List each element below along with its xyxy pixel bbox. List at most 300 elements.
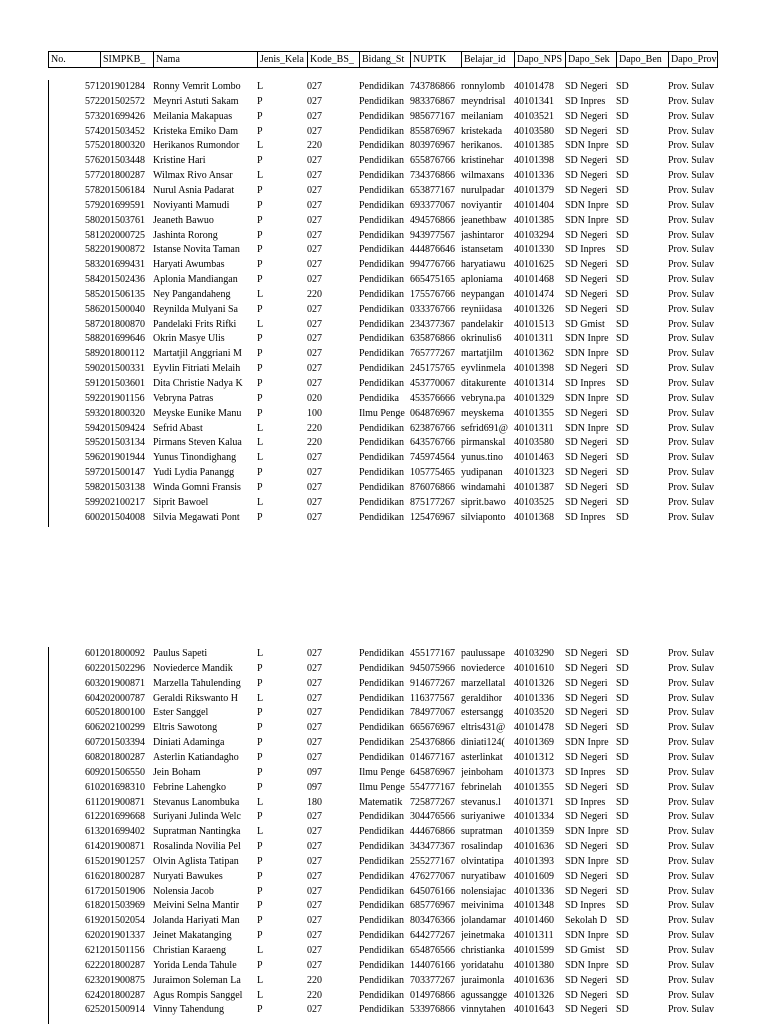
cell-jenis-kelamin: P — [257, 378, 263, 389]
cell-bidang-studi: Pendidikan — [359, 140, 404, 151]
cell-no: 574 — [85, 126, 100, 137]
cell-no: 579 — [85, 200, 100, 211]
cell-jenis-kelamin: P — [257, 244, 263, 255]
cell-nama: Asterlin Katiandagho — [153, 752, 239, 763]
table-row — [0, 782, 768, 794]
header-belajar-id: Belajar_id — [461, 52, 514, 67]
cell-dapo-bentuk: SD — [616, 319, 629, 330]
table-row — [0, 648, 768, 660]
cell-bidang-studi: Pendidikan — [359, 363, 404, 374]
cell-dapo-provinsi: Prov. Sulav — [668, 497, 715, 508]
cell-dapo-bentuk: SD — [616, 797, 629, 808]
cell-simpkb: 201506550 — [100, 767, 145, 778]
cell-bidang-studi: Pendidikan — [359, 319, 404, 330]
cell-belajar-id: haryatiawu — [461, 259, 506, 270]
cell-dapo-provinsi: Prov. Sulav — [668, 348, 715, 359]
cell-dapo-bentuk: SD — [616, 1004, 629, 1015]
cell-dapo-bentuk: SD — [616, 900, 629, 911]
cell-nuptk: 494576866 — [410, 215, 455, 226]
cell-dapo-npsn: 40103580 — [514, 126, 554, 137]
cell-simpkb: 201699402 — [100, 826, 145, 837]
cell-dapo-sekolah: SDN Inpre — [565, 856, 609, 867]
cell-simpkb: 202000725 — [100, 230, 145, 241]
cell-belajar-id: martatjilm — [461, 348, 503, 359]
cell-no: 583 — [85, 259, 100, 270]
cell-no: 619 — [85, 915, 100, 926]
cell-dapo-provinsi: Prov. Sulav — [668, 871, 715, 882]
cell-nuptk: 444876646 — [410, 244, 455, 255]
cell-simpkb: 201699591 — [100, 200, 145, 211]
cell-dapo-bentuk: SD — [616, 126, 629, 137]
cell-dapo-sekolah: SD Negeri — [565, 230, 608, 241]
table-row — [0, 512, 768, 524]
cell-bidang-studi: Pendidikan — [359, 378, 404, 389]
cell-dapo-npsn: 40101369 — [514, 737, 554, 748]
table-row — [0, 333, 768, 345]
cell-nama: Eltris Sawotong — [153, 722, 218, 733]
cell-nuptk: 255277167 — [410, 856, 455, 867]
cell-bidang-studi: Pendidikan — [359, 722, 404, 733]
cell-belajar-id: kristinehar — [461, 155, 504, 166]
header-bidang-studi: Bidang_St — [359, 52, 410, 67]
cell-jenis-kelamin: P — [257, 678, 263, 689]
cell-dapo-npsn: 40101387 — [514, 482, 554, 493]
cell-dapo-npsn: 40101341 — [514, 96, 554, 107]
cell-nuptk: 343477367 — [410, 841, 455, 852]
cell-jenis-kelamin: L — [257, 437, 264, 448]
cell-dapo-bentuk: SD — [616, 274, 629, 285]
cell-dapo-sekolah: SDN Inpre — [565, 960, 609, 971]
cell-dapo-npsn: 40101385 — [514, 140, 554, 151]
cell-bidang-studi: Pendidikan — [359, 737, 404, 748]
table-row — [0, 170, 768, 182]
cell-jenis-kelamin: L — [257, 452, 264, 463]
cell-jenis-kelamin: P — [257, 259, 263, 270]
cell-dapo-npsn: 40101625 — [514, 259, 554, 270]
cell-jenis-kelamin: P — [257, 900, 263, 911]
cell-dapo-bentuk: SD — [616, 96, 629, 107]
cell-dapo-sekolah: Sekolah D — [565, 915, 607, 926]
cell-dapo-bentuk: SD — [616, 767, 629, 778]
header-nuptk: NUPTK — [410, 52, 461, 67]
cell-no: 617 — [85, 886, 100, 897]
header-simpkb: SIMPKB_ — [100, 52, 153, 67]
cell-belajar-id: supratman — [461, 826, 503, 837]
cell-kode-bs: 027 — [307, 678, 322, 689]
cell-kode-bs: 027 — [307, 215, 322, 226]
cell-dapo-bentuk: SD — [616, 648, 629, 659]
cell-dapo-provinsi: Prov. Sulav — [668, 274, 715, 285]
cell-dapo-npsn: 40101348 — [514, 900, 554, 911]
cell-nuptk: 533976866 — [410, 1004, 455, 1015]
cell-simpkb: 201800100 — [100, 707, 145, 718]
cell-belajar-id: olvintatipa — [461, 856, 504, 867]
cell-nuptk: 765777267 — [410, 348, 455, 359]
cell-no: 582 — [85, 244, 100, 255]
table-row — [0, 467, 768, 479]
cell-dapo-sekolah: SD Negeri — [565, 497, 608, 508]
cell-dapo-npsn: 40101393 — [514, 856, 554, 867]
cell-dapo-sekolah: SD Negeri — [565, 363, 608, 374]
cell-dapo-bentuk: SD — [616, 452, 629, 463]
cell-no: 601 — [85, 648, 100, 659]
cell-dapo-provinsi: Prov. Sulav — [668, 856, 715, 867]
table-row — [0, 663, 768, 675]
table-row — [0, 111, 768, 123]
cell-dapo-provinsi: Prov. Sulav — [668, 423, 715, 434]
cell-nama: Ronny Vemrit Lombo — [153, 81, 241, 92]
cell-belajar-id: jashintaror — [461, 230, 504, 241]
cell-bidang-studi: Pendidikan — [359, 126, 404, 137]
cell-kode-bs: 220 — [307, 990, 322, 1001]
cell-kode-bs: 027 — [307, 722, 322, 733]
cell-nama: Nurul Asnia Padarat — [153, 185, 235, 196]
cell-jenis-kelamin: P — [257, 707, 263, 718]
cell-dapo-sekolah: SD Inpres — [565, 96, 606, 107]
cell-dapo-npsn: 40101379 — [514, 185, 554, 196]
cell-simpkb: 201506135 — [100, 289, 145, 300]
cell-jenis-kelamin: P — [257, 811, 263, 822]
cell-nama: Yorida Lenda Tahule — [153, 960, 237, 971]
cell-belajar-id: reyniidasa — [461, 304, 503, 315]
table-row — [0, 915, 768, 927]
cell-bidang-studi: Pendidikan — [359, 497, 404, 508]
cell-dapo-provinsi: Prov. Sulav — [668, 678, 715, 689]
cell-nama: Herikanos Rumondor — [153, 140, 240, 151]
cell-kode-bs: 097 — [307, 782, 322, 793]
cell-bidang-studi: Pendidikan — [359, 170, 404, 181]
cell-no: 585 — [85, 289, 100, 300]
cell-jenis-kelamin: P — [257, 333, 263, 344]
cell-nuptk: 453576666 — [410, 393, 455, 404]
cell-nama: Jeaneth Bawuo — [153, 215, 214, 226]
table-row — [0, 155, 768, 167]
cell-dapo-sekolah: SD Negeri — [565, 289, 608, 300]
cell-dapo-sekolah: SD Negeri — [565, 452, 608, 463]
cell-nama: Pandelaki Frits Rifki — [153, 319, 237, 330]
cell-dapo-npsn: 40101336 — [514, 886, 554, 897]
cell-bidang-studi: Pendidikan — [359, 304, 404, 315]
cell-bidang-studi: Ilmu Penge — [359, 408, 405, 419]
table-row — [0, 215, 768, 227]
cell-kode-bs: 027 — [307, 871, 322, 882]
table-row — [0, 289, 768, 301]
cell-simpkb: 201800287 — [100, 871, 145, 882]
cell-kode-bs: 027 — [307, 482, 322, 493]
cell-bidang-studi: Pendidikan — [359, 185, 404, 196]
table-row — [0, 930, 768, 942]
cell-nama: Noviyanti Mamudi — [153, 200, 230, 211]
cell-simpkb: 201699426 — [100, 111, 145, 122]
cell-kode-bs: 027 — [307, 200, 322, 211]
cell-jenis-kelamin: P — [257, 663, 263, 674]
table-row — [0, 1004, 768, 1016]
cell-dapo-npsn: 40101314 — [514, 378, 554, 389]
cell-nuptk: 665676967 — [410, 722, 455, 733]
cell-kode-bs: 027 — [307, 259, 322, 270]
cell-jenis-kelamin: P — [257, 722, 263, 733]
cell-dapo-sekolah: SDN Inpre — [565, 930, 609, 941]
cell-dapo-bentuk: SD — [616, 259, 629, 270]
cell-dapo-provinsi: Prov. Sulav — [668, 319, 715, 330]
cell-no: 621 — [85, 945, 100, 956]
cell-dapo-provinsi: Prov. Sulav — [668, 259, 715, 270]
cell-dapo-sekolah: SDN Inpre — [565, 826, 609, 837]
cell-kode-bs: 027 — [307, 693, 322, 704]
cell-dapo-provinsi: Prov. Sulav — [668, 900, 715, 911]
table-row — [0, 274, 768, 286]
cell-dapo-provinsi: Prov. Sulav — [668, 393, 715, 404]
cell-dapo-npsn: 40101398 — [514, 363, 554, 374]
cell-dapo-provinsi: Prov. Sulav — [668, 693, 715, 704]
cell-nuptk: 725877267 — [410, 797, 455, 808]
cell-dapo-provinsi: Prov. Sulav — [668, 482, 715, 493]
cell-jenis-kelamin: P — [257, 482, 263, 493]
cell-dapo-sekolah: SD Negeri — [565, 975, 608, 986]
header-dapo-provinsi: Dapo_Prov — [668, 52, 718, 67]
cell-dapo-bentuk: SD — [616, 990, 629, 1001]
table-row — [0, 960, 768, 972]
cell-dapo-provinsi: Prov. Sulav — [668, 170, 715, 181]
cell-nama: Yunus Tinondighang — [153, 452, 237, 463]
cell-jenis-kelamin: P — [257, 215, 263, 226]
cell-simpkb: 202100299 — [100, 722, 145, 733]
cell-nama: Meynri Astuti Sakam — [153, 96, 239, 107]
cell-kode-bs: 027 — [307, 497, 322, 508]
cell-dapo-bentuk: SD — [616, 289, 629, 300]
cell-bidang-studi: Pendidikan — [359, 452, 404, 463]
cell-no: 571 — [85, 81, 100, 92]
cell-jenis-kelamin: L — [257, 945, 264, 956]
table-row — [0, 811, 768, 823]
cell-simpkb: 201800287 — [100, 990, 145, 1001]
cell-nuptk: 455177167 — [410, 648, 455, 659]
cell-belajar-id: vinnytahen — [461, 1004, 506, 1015]
cell-dapo-bentuk: SD — [616, 467, 629, 478]
cell-nuptk: 014677167 — [410, 752, 455, 763]
cell-simpkb: 201506184 — [100, 185, 145, 196]
cell-nama: Istanse Novita Taman — [153, 244, 240, 255]
cell-jenis-kelamin: P — [257, 737, 263, 748]
cell-dapo-sekolah: SD Inpres — [565, 767, 606, 778]
cell-dapo-sekolah: SD Negeri — [565, 170, 608, 181]
cell-dapo-npsn: 40101311 — [514, 930, 554, 941]
cell-dapo-npsn: 40101334 — [514, 811, 554, 822]
cell-dapo-provinsi: Prov. Sulav — [668, 244, 715, 255]
cell-nuptk: 643576766 — [410, 437, 455, 448]
cell-kode-bs: 027 — [307, 826, 322, 837]
cell-bidang-studi: Pendidikan — [359, 752, 404, 763]
cell-nama: Vinny Tahendung — [153, 1004, 225, 1015]
table-row — [0, 408, 768, 420]
cell-simpkb: 201502054 — [100, 915, 145, 926]
cell-dapo-sekolah: SDN Inpre — [565, 333, 609, 344]
cell-dapo-provinsi: Prov. Sulav — [668, 797, 715, 808]
cell-bidang-studi: Pendidikan — [359, 230, 404, 241]
cell-nuptk: 734376866 — [410, 170, 455, 181]
table-row — [0, 437, 768, 449]
cell-kode-bs: 027 — [307, 244, 322, 255]
cell-belajar-id: agussangge — [461, 990, 508, 1001]
cell-dapo-provinsi: Prov. Sulav — [668, 155, 715, 166]
cell-dapo-bentuk: SD — [616, 975, 629, 986]
cell-kode-bs: 027 — [307, 378, 322, 389]
cell-kode-bs: 027 — [307, 707, 322, 718]
table-row — [0, 826, 768, 838]
cell-dapo-sekolah: SDN Inpre — [565, 737, 609, 748]
cell-nuptk: 105775465 — [410, 467, 455, 478]
cell-nama: Suriyani Julinda Welc — [153, 811, 241, 822]
cell-no: 613 — [85, 826, 100, 837]
cell-dapo-provinsi: Prov. Sulav — [668, 886, 715, 897]
cell-no: 623 — [85, 975, 100, 986]
cell-belajar-id: noviederce — [461, 663, 505, 674]
cell-belajar-id: pirmanskal — [461, 437, 506, 448]
table-row — [0, 693, 768, 705]
table-row — [0, 452, 768, 464]
cell-dapo-sekolah: SD Negeri — [565, 1004, 608, 1015]
cell-jenis-kelamin: P — [257, 960, 263, 971]
cell-nama: Rosalinda Novilia Pel — [153, 841, 241, 852]
cell-bidang-studi: Pendidikan — [359, 81, 404, 92]
cell-jenis-kelamin: P — [257, 408, 263, 419]
cell-nama: Yudi Lydia Panangg — [153, 467, 235, 478]
cell-kode-bs: 027 — [307, 170, 322, 181]
cell-simpkb: 201800320 — [100, 140, 145, 151]
cell-kode-bs: 027 — [307, 886, 322, 897]
cell-belajar-id: meyskema — [461, 408, 504, 419]
cell-dapo-sekolah: SD Negeri — [565, 81, 608, 92]
cell-jenis-kelamin: P — [257, 841, 263, 852]
cell-nama: Aplonia Mandiangan — [153, 274, 238, 285]
cell-dapo-provinsi: Prov. Sulav — [668, 467, 715, 478]
header-dapo-sekolah: Dapo_Sek — [565, 52, 616, 67]
cell-simpkb: 202100217 — [100, 497, 145, 508]
cell-simpkb: 201500040 — [100, 304, 145, 315]
cell-dapo-provinsi: Prov. Sulav — [668, 126, 715, 137]
cell-belajar-id: sefrid691@ — [461, 423, 508, 434]
cell-kode-bs: 027 — [307, 185, 322, 196]
cell-dapo-npsn: 40101610 — [514, 663, 554, 674]
cell-nama: Supratman Nantingka — [153, 826, 241, 837]
cell-dapo-provinsi: Prov. Sulav — [668, 512, 715, 523]
cell-nama: Marzella Tahulending — [153, 678, 241, 689]
cell-nama: Kristine Hari — [153, 155, 206, 166]
cell-dapo-bentuk: SD — [616, 945, 629, 956]
cell-kode-bs: 027 — [307, 126, 322, 137]
cell-nama: Geraldi Rikswanto H — [153, 693, 238, 704]
cell-bidang-studi: Pendidikan — [359, 886, 404, 897]
cell-simpkb: 201900872 — [100, 244, 145, 255]
cell-no: 611 — [85, 797, 100, 808]
cell-kode-bs: 180 — [307, 797, 322, 808]
cell-bidang-studi: Pendidikan — [359, 900, 404, 911]
cell-dapo-sekolah: SD Negeri — [565, 886, 608, 897]
cell-dapo-sekolah: SD Negeri — [565, 782, 608, 793]
cell-dapo-sekolah: SD Gmist — [565, 945, 605, 956]
cell-dapo-sekolah: SD Negeri — [565, 648, 608, 659]
cell-bidang-studi: Pendidikan — [359, 274, 404, 285]
cell-simpkb: 201800287 — [100, 960, 145, 971]
cell-dapo-sekolah: SDN Inpre — [565, 200, 609, 211]
cell-simpkb: 201900875 — [100, 975, 145, 986]
cell-kode-bs: 027 — [307, 81, 322, 92]
cell-dapo-sekolah: SD Negeri — [565, 408, 608, 419]
cell-kode-bs: 027 — [307, 841, 322, 852]
cell-no: 622 — [85, 960, 100, 971]
cell-dapo-npsn: 40101463 — [514, 452, 554, 463]
cell-nuptk: 554777167 — [410, 782, 455, 793]
cell-no: 581 — [85, 230, 100, 241]
cell-dapo-sekolah: SDN Inpre — [565, 140, 609, 151]
cell-dapo-bentuk: SD — [616, 348, 629, 359]
cell-dapo-npsn: 40101398 — [514, 155, 554, 166]
cell-no: 604 — [85, 693, 100, 704]
cell-no: 576 — [85, 155, 100, 166]
cell-no: 577 — [85, 170, 100, 181]
cell-nuptk: 983376867 — [410, 96, 455, 107]
cell-bidang-studi: Pendidikan — [359, 826, 404, 837]
cell-no: 575 — [85, 140, 100, 151]
cell-dapo-provinsi: Prov. Sulav — [668, 648, 715, 659]
header-nama: Nama — [153, 52, 257, 67]
cell-no: 584 — [85, 274, 100, 285]
cell-dapo-npsn: 40101609 — [514, 871, 554, 882]
table-header-row — [48, 51, 718, 68]
cell-dapo-sekolah: SD Negeri — [565, 841, 608, 852]
cell-dapo-npsn: 40101371 — [514, 797, 554, 808]
cell-dapo-npsn: 40101355 — [514, 782, 554, 793]
cell-bidang-studi: Pendidikan — [359, 707, 404, 718]
cell-dapo-provinsi: Prov. Sulav — [668, 140, 715, 151]
cell-jenis-kelamin: P — [257, 155, 263, 166]
cell-nuptk: 703377267 — [410, 975, 455, 986]
cell-bidang-studi: Pendidikan — [359, 482, 404, 493]
cell-dapo-sekolah: SD Negeri — [565, 185, 608, 196]
header-jenis-kelamin: Jenis_Kela — [257, 52, 307, 67]
table-row — [0, 259, 768, 271]
cell-nuptk: 803976967 — [410, 140, 455, 151]
cell-belajar-id: meivinima — [461, 900, 504, 911]
cell-nuptk: 803476366 — [410, 915, 455, 926]
cell-dapo-provinsi: Prov. Sulav — [668, 722, 715, 733]
cell-no: 587 — [85, 319, 100, 330]
cell-no: 616 — [85, 871, 100, 882]
cell-simpkb: 201901337 — [100, 930, 145, 941]
table-row — [0, 140, 768, 152]
cell-simpkb: 201800112 — [100, 348, 145, 359]
cell-nama: Meilania Makapuas — [153, 111, 233, 122]
cell-dapo-provinsi: Prov. Sulav — [668, 915, 715, 926]
cell-kode-bs: 027 — [307, 467, 322, 478]
cell-dapo-npsn: 40101636 — [514, 841, 554, 852]
cell-simpkb: 201500331 — [100, 363, 145, 374]
cell-kode-bs: 027 — [307, 663, 322, 674]
cell-nuptk: 784977067 — [410, 707, 455, 718]
cell-dapo-provinsi: Prov. Sulav — [668, 378, 715, 389]
cell-jenis-kelamin: P — [257, 856, 263, 867]
cell-bidang-studi: Pendidikan — [359, 693, 404, 704]
cell-simpkb: 201900871 — [100, 797, 145, 808]
cell-kode-bs: 027 — [307, 960, 322, 971]
cell-dapo-bentuk: SD — [616, 811, 629, 822]
cell-simpkb: 201500914 — [100, 1004, 145, 1015]
table-row — [0, 945, 768, 957]
cell-dapo-sekolah: SD Negeri — [565, 467, 608, 478]
cell-dapo-bentuk: SD — [616, 81, 629, 92]
cell-jenis-kelamin: P — [257, 782, 263, 793]
cell-dapo-sekolah: SD Inpres — [565, 378, 606, 389]
